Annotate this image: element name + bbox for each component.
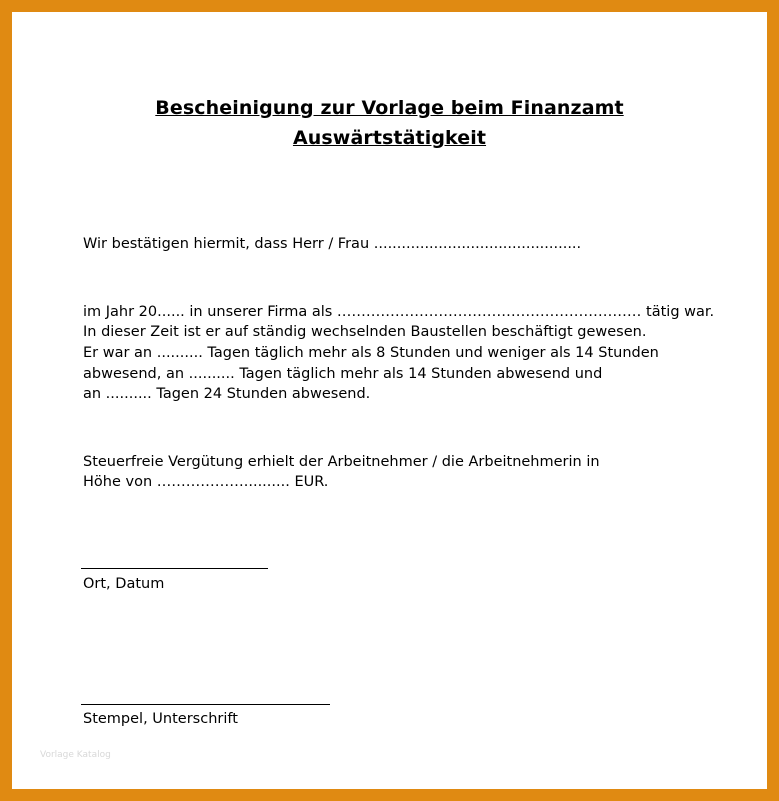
body-line-4: abwesend, an .......... Tagen täglich mehr als 14 Stunden abwesend und [83,366,603,382]
signature-label: Stempel, Unterschrift [83,711,238,727]
place-date-rule [81,568,268,569]
document-page [12,12,767,789]
watermark: Vorlage Katalog [40,750,111,760]
document-subtitle: Auswärtstätigkeit [292,127,487,149]
body-line-2: In dieser Zeit ist er auf ständig wechselnden Baustellen beschäftigt gewesen. [83,324,647,340]
place-date-label: Ort, Datum [83,576,165,592]
signature-rule [81,704,330,705]
compensation-line-1: Steuerfreie Vergütung erhielt der Arbeitnehmer / die Arbeitnehmerin in [83,454,600,470]
document-title: Bescheinigung zur Vorlage beim Finanzamt [155,97,624,119]
confirmation-line: Wir bestätigen hiermit, dass Herr / Frau ............................................. [83,236,582,252]
body-line-3: Er war an .......... Tagen täglich mehr als 8 Stunden und weniger als 14 Stunden [83,345,659,361]
body-line-1: im Jahr 20...... in unserer Firma als ……………………………………………………… tätig war. [83,304,715,320]
body-line-5: an .......... Tagen 24 Stunden abwesend. [83,386,371,402]
compensation-line-2: Höhe von ……………….......... EUR. [83,474,329,490]
